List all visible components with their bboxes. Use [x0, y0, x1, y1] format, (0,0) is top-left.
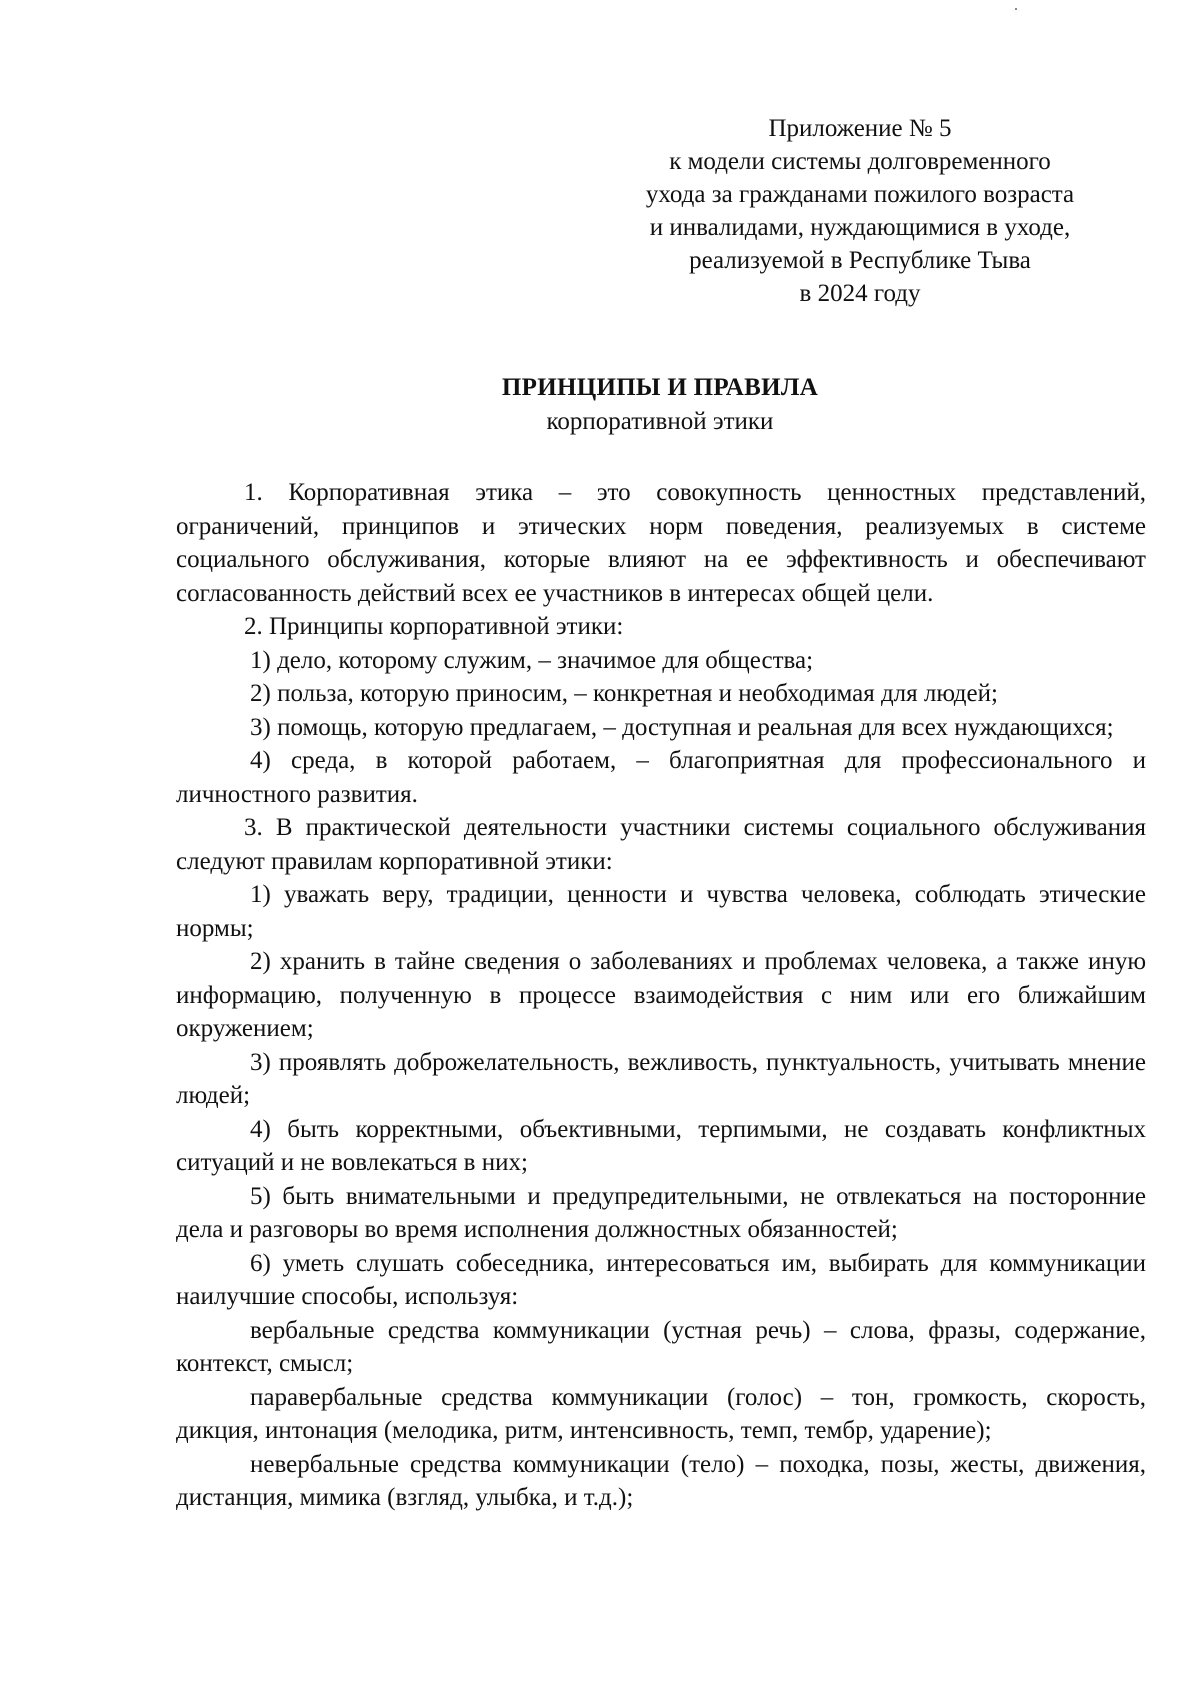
principle-item: 3) помощь, которую предлагаем, – доступная и реальная для всех нуждающихся;	[250, 713, 1114, 741]
paragraph-2-principles-heading: 2. Принципы корпоративной этики:	[244, 613, 624, 640]
document-body	[176, 476, 1146, 1515]
rule-item: 1) уважать веру, традиции, ценности и чувства человека, соблюдать этические нормы;	[176, 881, 1146, 942]
appendix-reference	[600, 112, 1120, 310]
principle-item: 2) польза, которую приносим, – конкретная и необходимая для людей;	[250, 680, 998, 707]
rule-item: 2) хранить в тайне сведения о заболеваниях и проблемах человека, а также иную информацию, полученную в процессе взаимодействия с ним или его ближайшим окружением;	[176, 948, 1146, 1042]
appendix-line: в 2024 году	[799, 280, 921, 307]
principle-item: 1) дело, которому служим, – значимое для общества;	[250, 646, 814, 674]
appendix-line: ухода за гражданами пожилого возраста	[645, 181, 1075, 208]
communication-means-item: вербальные средства коммуникации (устная речь) – слова, фразы, содержание, контекст, смысл;	[176, 1316, 1146, 1377]
principle-item: 4) среда, в которой работаем, – благоприятная для профессионального и личностного развития.	[176, 747, 1146, 808]
rule-item: 5) быть внимательными и предупредительными, не отвлекаться на посторонние дела и разговоры во время исполнения должностных обязанностей;	[176, 1182, 1146, 1243]
communication-means-item: паравербальные средства коммуникации (голос) – тон, громкость, скорость, дикция, интонация (мелодика, ритм, интенсивность, темп, тембр, ударение);	[176, 1383, 1146, 1444]
scan-speck	[1015, 8, 1017, 10]
appendix-line: реализуемой в Республике Тыва	[689, 247, 1031, 274]
appendix-line: к модели системы долговременного	[669, 148, 1051, 175]
rule-item: 4) быть корректными, объективными, терпимыми, не создавать конфликтных ситуаций и не вовлекаться в них;	[176, 1115, 1146, 1176]
appendix-line: Приложение № 5	[768, 115, 952, 142]
rule-item: 6) уметь слушать собеседника, интересоваться им, выбирать для коммуникации наилучшие способы, используя:	[176, 1249, 1146, 1310]
document-subtitle: корпоративной этики	[546, 408, 774, 435]
document-title: ПРИНЦИПЫ И ПРАВИЛА	[501, 374, 819, 401]
communication-means-item: невербальные средства коммуникации (тело) – походка, позы, жесты, движения, дистанция, мимика (взгляд, улыбка, и т.д.);	[176, 1450, 1146, 1511]
rule-item: 3) проявлять доброжелательность, вежливость, пунктуальность, учитывать мнение людей;	[176, 1048, 1146, 1109]
paragraph-3-rules-heading: 3. В практической деятельности участники системы социального обслуживания следуют правилам корпоративной этики:	[176, 814, 1146, 875]
appendix-line: и инвалидами, нуждающимися в уходе,	[649, 214, 1071, 241]
paragraph-1-definition: 1. Корпоративная этика – это совокупность ценностных представлений, ограничений, принципов и этических норм поведения, реализуемых в системе социального обслуживания, которые влияют на ее эффективность и обеспечивают согласованность действий всех ее участников в интересах общей цели.	[176, 479, 1146, 607]
